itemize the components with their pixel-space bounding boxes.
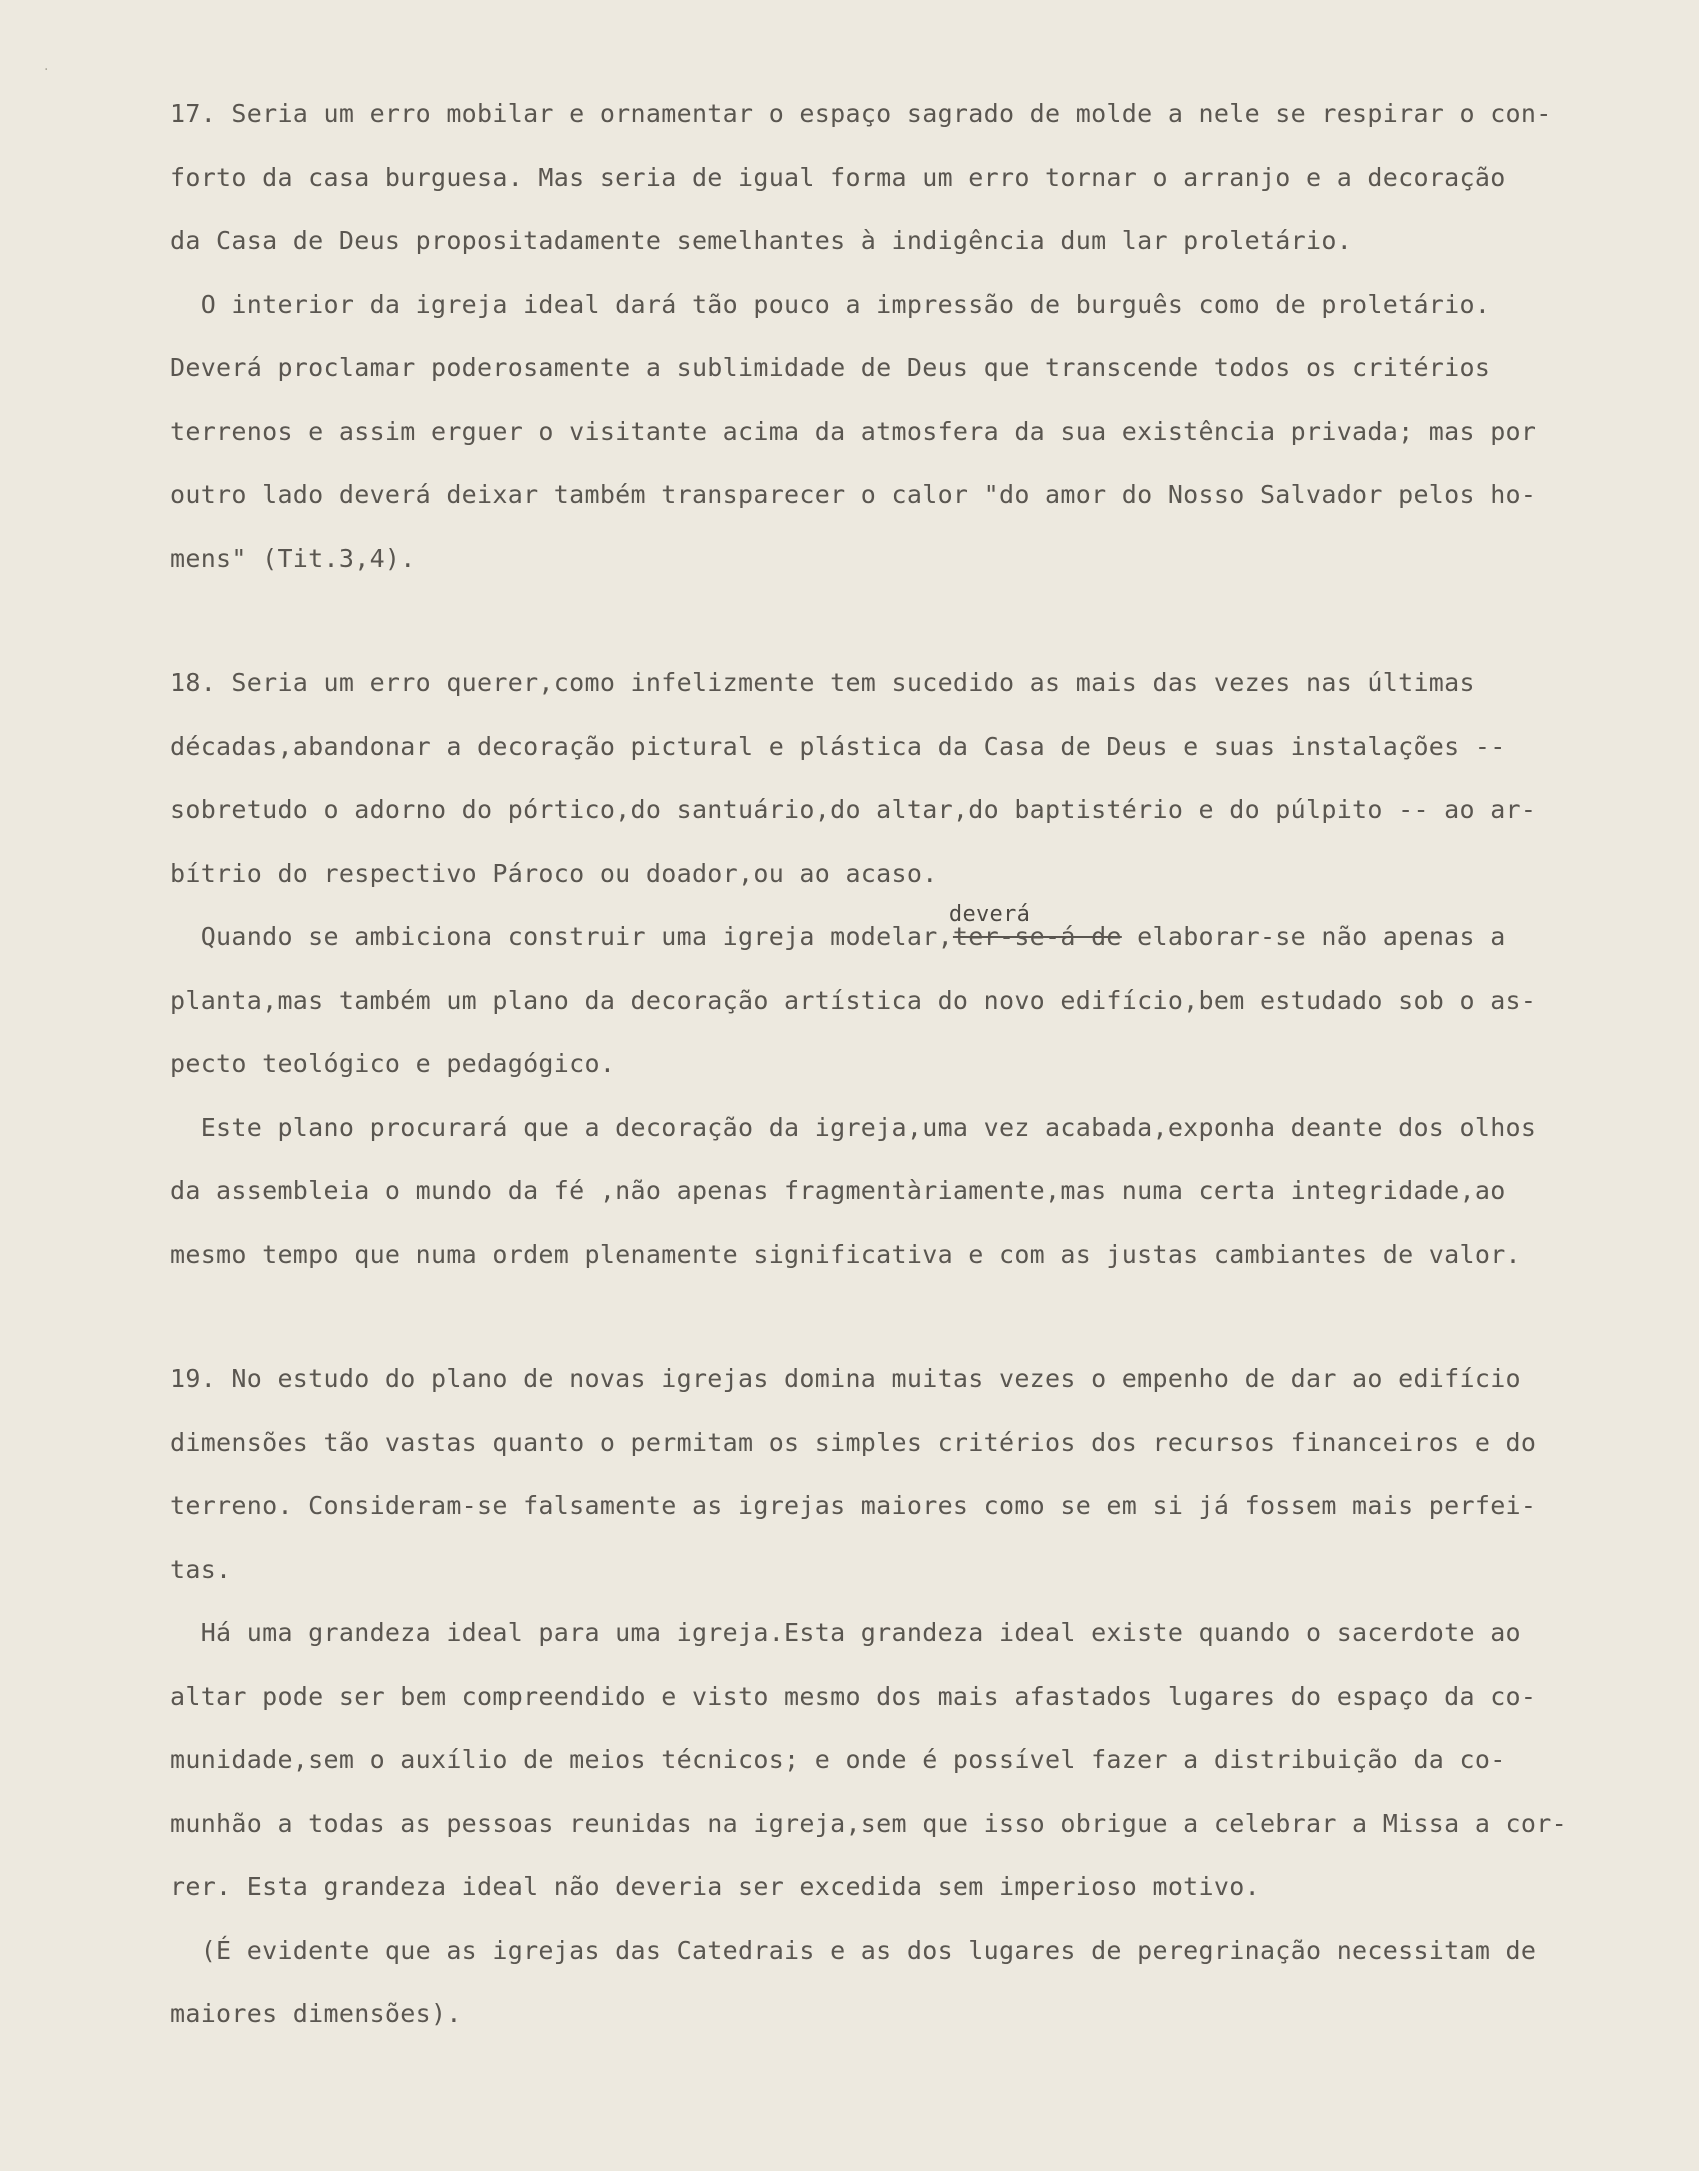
corrected-text-line: [170, 902, 1610, 982]
paragraph-18: [170, 664, 1610, 918]
line-end: elaborar-se não apenas a: [1121, 922, 1506, 951]
text-line: 18. Seria um erro querer,como infelizmente tem sucedido as mais das vezes nas últimas: [170, 668, 1475, 697]
text-line: altar pode ser bem compreendido e visto mesmo dos mais afastados lugares do espaço da co-: [170, 1681, 1537, 1711]
text-line: Este plano procurará que a decoração da igreja,uma vez acabada,exponha deante dos olhos: [170, 1112, 1537, 1142]
text-line: pecto teológico e pedagógico.: [170, 1049, 616, 1078]
text-line: décadas,abandonar a decoração pictural e plástica da Casa de Deus e suas instalações --: [170, 731, 1506, 761]
text-line: munidade,sem o auxílio de meios técnicos; e onde é possível fazer a distribuição da co-: [170, 1745, 1506, 1774]
text-line: Deverá proclamar poderosamente a sublimidade de Deus que transcende todos os critérios: [170, 353, 1491, 382]
paragraph-17-continued: [170, 286, 1610, 604]
text-line: sobretudo o adorno do pórtico,do santuário,do altar,do baptistério e do púlpito -- ao ar-: [170, 795, 1537, 824]
struck-out-text: [948, 902, 1122, 951]
text-line: maiores dimensões).: [170, 1999, 462, 2028]
text-line: terrenos e assim erguer o visitante acima da atmosfera da sua existência privada; mas por: [170, 416, 1537, 446]
text-line: planta,mas também um plano da decoração artística do novo edifício,bem estudado sob o as-: [170, 985, 1537, 1015]
paragraph-19-continued: [170, 1614, 1610, 1932]
text-line: terreno. Consideram-se falsamente as igrejas maiores como se em si já fossem mais perfei-: [170, 1491, 1537, 1520]
struck-text: ter-se-á de: [952, 922, 1122, 951]
text-line: 19. No estudo do plano de novas igrejas domina muitas vezes o empenho de dar ao edifício: [170, 1364, 1521, 1393]
text-line: mesmo tempo que numa ordem plenamente significativa e com as justas cambiantes de valor.: [170, 1239, 1521, 1269]
text-line: dimensões tão vastas quanto o permitam os simples critérios dos recursos financeiros e do: [170, 1427, 1537, 1457]
document-body: [170, 95, 1610, 2059]
text-line: Há uma grandeza ideal para uma igreja.Esta grandeza ideal existe quando o sacerdote ao: [170, 1618, 1521, 1647]
text-line: da assembleia o mundo da fé ,não apenas fragmentàriamente,mas numa certa integridade,ao: [170, 1176, 1506, 1205]
text-line: O interior da igreja ideal dará tão pouco a impressão de burguês como de proletário.: [170, 289, 1491, 319]
text-line: (É evidente que as igrejas das Catedrais e as dos lugares de peregrinação necessitam de: [170, 1935, 1537, 1965]
line-start: Quando se ambiciona construir uma igreja modelar,: [170, 922, 953, 951]
handwritten-insertion: deverá: [948, 902, 1031, 927]
paragraph-gap: [170, 603, 1610, 664]
paragraph-18-plan: [170, 1109, 1610, 1300]
text-line: tas.: [170, 1554, 232, 1584]
paragraph-17: [170, 95, 1610, 286]
text-line: forto da casa burguesa. Mas seria de igual forma um erro tornar o arranjo e a decoração: [170, 162, 1506, 192]
text-line: rer. Esta grandeza ideal não deveria ser excedida sem imperioso motivo.: [170, 1872, 1260, 1901]
text-line: bítrio do respectivo Pároco ou doador,ou ao acaso.: [170, 858, 938, 888]
text-line: outro lado deverá deixar também transparecer o calor "do amor do Nosso Salvador pelos ho-: [170, 480, 1537, 509]
text-line: 17. Seria um erro mobilar e ornamentar o espaço sagrado de molde a nele se respirar o con-: [170, 99, 1552, 128]
paper-speck: ·: [44, 62, 49, 78]
text-line: da Casa de Deus propositadamente semelhantes à indigência dum lar proletário.: [170, 226, 1353, 255]
text-line: mens" (Tit.3,4).: [170, 543, 416, 573]
paragraph-19-note: [170, 1932, 1610, 2059]
paragraph-19: [170, 1360, 1610, 1614]
paragraph-18-continued: [170, 902, 1610, 1109]
text-line: munhão a todas as pessoas reunidas na igreja,sem que isso obrigue a celebrar a Missa a cor-: [170, 1808, 1567, 1838]
paragraph-gap: [170, 1299, 1610, 1360]
